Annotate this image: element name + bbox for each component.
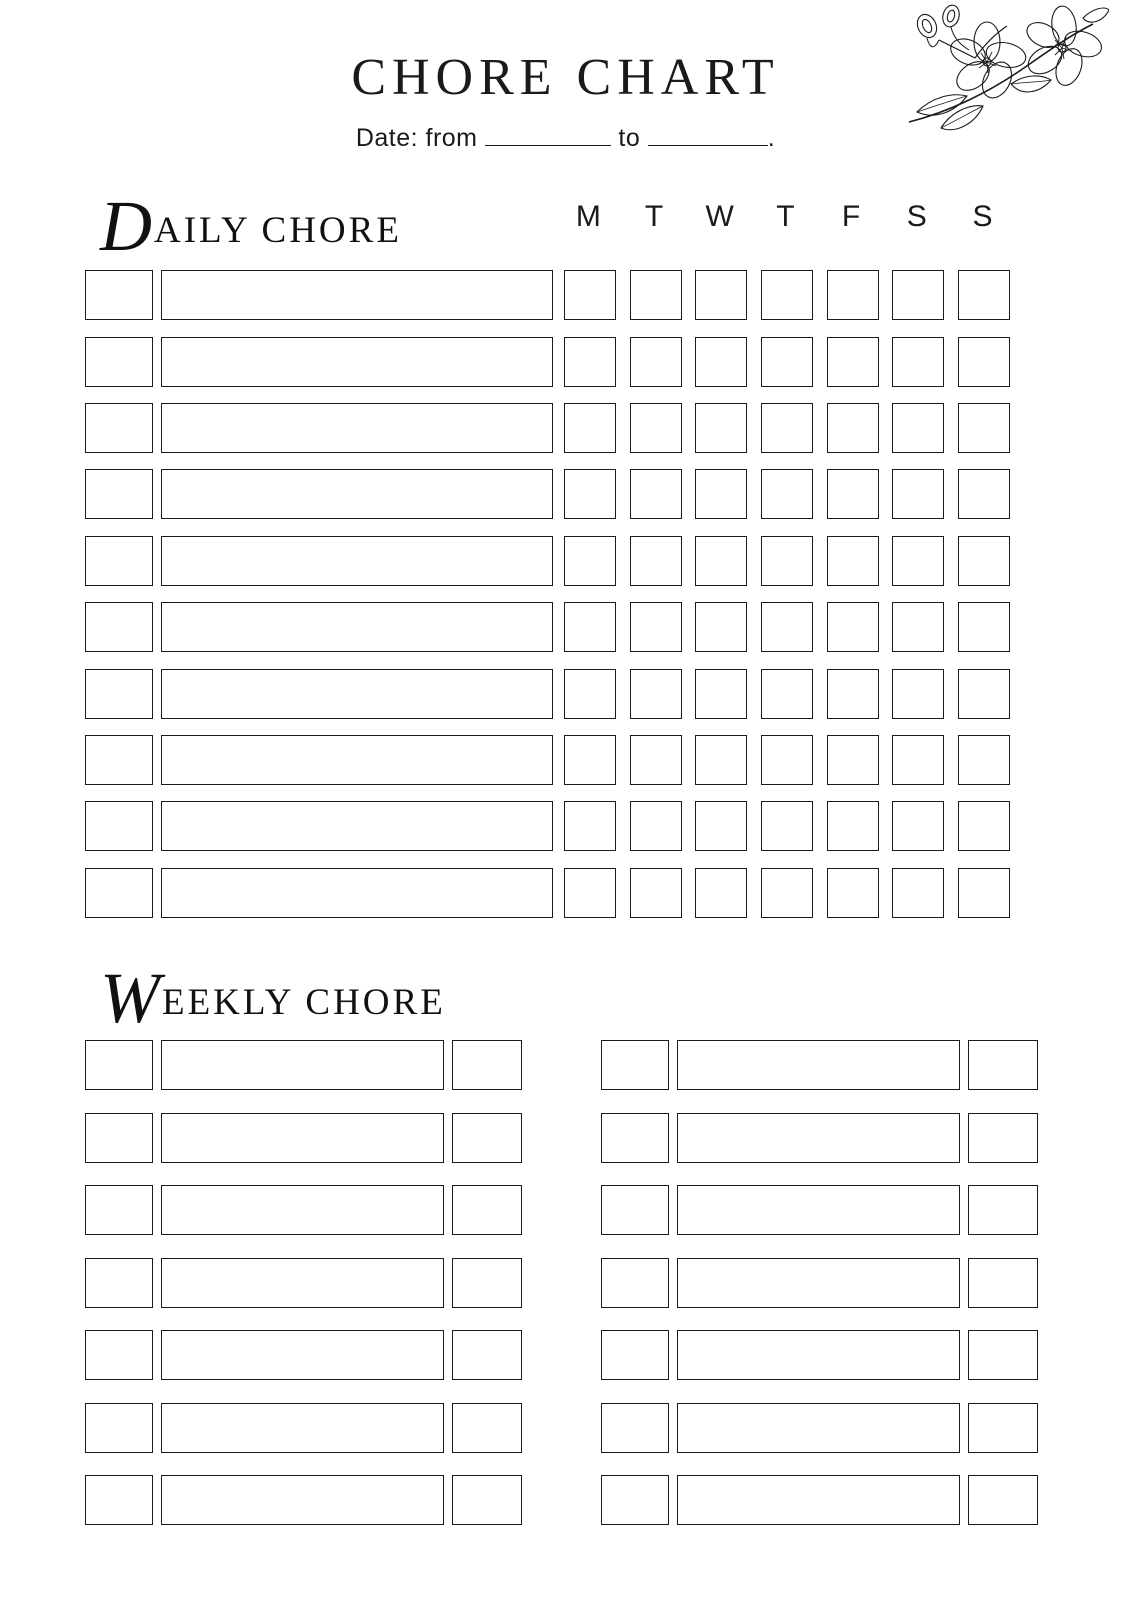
table-row	[601, 1392, 1047, 1465]
weekday-label-tue: T	[644, 200, 665, 233]
table-row	[85, 660, 1017, 726]
daily-task-input[interactable]	[161, 270, 553, 320]
daily-day-cell-wed[interactable]	[695, 536, 747, 586]
table-row	[85, 528, 1017, 594]
daily-day-cell-thu[interactable]	[761, 403, 813, 453]
daily-day-cell-sun[interactable]	[958, 337, 1010, 387]
daily-heading-text: AILY CHORE	[154, 210, 402, 251]
daily-day-cell-fri[interactable]	[827, 602, 879, 652]
daily-day-cell-fri[interactable]	[827, 669, 879, 719]
daily-day-cell-wed[interactable]	[695, 469, 747, 519]
weekly-check-box[interactable]	[601, 1258, 669, 1308]
daily-day-cell-mon[interactable]	[564, 868, 616, 918]
table-row	[85, 262, 1017, 328]
weekly-heading-dropcap: W	[100, 958, 160, 1038]
weekly-done-box[interactable]	[452, 1403, 522, 1453]
weekday-label-sat: S	[906, 200, 928, 233]
table-row	[85, 1102, 531, 1175]
daily-day-cell-wed[interactable]	[695, 868, 747, 918]
page-title: CHORE CHART	[351, 49, 780, 106]
daily-check-box[interactable]	[85, 469, 153, 519]
daily-day-cell-sun[interactable]	[958, 801, 1010, 851]
weekly-check-box[interactable]	[85, 1258, 153, 1308]
weekly-task-input[interactable]	[677, 1113, 960, 1163]
daily-day-cell-fri[interactable]	[827, 868, 879, 918]
weekday-label-thu: T	[776, 200, 796, 233]
daily-day-cell-fri[interactable]	[827, 735, 879, 785]
daily-task-input[interactable]	[161, 602, 553, 652]
daily-day-cell-thu[interactable]	[761, 536, 813, 586]
daily-task-input[interactable]	[161, 735, 553, 785]
weekly-check-box[interactable]	[601, 1403, 669, 1453]
daily-check-box[interactable]	[85, 403, 153, 453]
daily-day-cell-thu[interactable]	[761, 801, 813, 851]
daily-chore-heading	[100, 186, 402, 266]
daily-day-cell-tue[interactable]	[630, 270, 682, 320]
weekly-done-box[interactable]	[968, 1185, 1038, 1235]
weekly-check-box[interactable]	[601, 1040, 669, 1090]
weekly-done-box[interactable]	[968, 1330, 1038, 1380]
daily-day-cell-thu[interactable]	[761, 469, 813, 519]
table-row	[85, 793, 1017, 859]
daily-day-cell-wed[interactable]	[695, 735, 747, 785]
table-row	[85, 860, 1017, 926]
weekly-column-right	[601, 1029, 1047, 1537]
date-trailing-period: .	[767, 124, 776, 152]
weekly-chore-heading	[100, 958, 446, 1038]
daily-day-cell-sun[interactable]	[958, 403, 1010, 453]
table-row	[85, 1319, 531, 1392]
table-row	[85, 1392, 531, 1465]
daily-day-cell-tue[interactable]	[630, 469, 682, 519]
weekly-check-box[interactable]	[601, 1330, 669, 1380]
daily-task-input[interactable]	[161, 801, 553, 851]
weekly-check-box[interactable]	[85, 1113, 153, 1163]
daily-day-cell-mon[interactable]	[564, 801, 616, 851]
weekly-task-input[interactable]	[161, 1403, 444, 1453]
daily-day-cell-fri[interactable]	[827, 337, 879, 387]
daily-day-cell-fri[interactable]	[827, 801, 879, 851]
weekly-task-input[interactable]	[161, 1185, 444, 1235]
daily-day-cell-tue[interactable]	[630, 602, 682, 652]
weekly-check-box[interactable]	[85, 1475, 153, 1525]
daily-day-cell-mon[interactable]	[564, 669, 616, 719]
daily-day-cell-tue[interactable]	[630, 735, 682, 785]
weekly-check-box[interactable]	[601, 1113, 669, 1163]
daily-check-box[interactable]	[85, 270, 153, 320]
weekly-check-box[interactable]	[85, 1040, 153, 1090]
daily-day-cell-fri[interactable]	[827, 536, 879, 586]
daily-check-box[interactable]	[85, 801, 153, 851]
daily-day-cell-thu[interactable]	[761, 602, 813, 652]
daily-day-cell-sat[interactable]	[892, 868, 944, 918]
weekday-label-wed: W	[705, 200, 735, 233]
daily-day-cell-fri[interactable]	[827, 403, 879, 453]
daily-day-cell-mon[interactable]	[564, 602, 616, 652]
weekly-check-box[interactable]	[85, 1403, 153, 1453]
daily-day-cell-sun[interactable]	[958, 669, 1010, 719]
weekly-column-left	[85, 1029, 531, 1537]
table-row	[601, 1174, 1047, 1247]
daily-check-box[interactable]	[85, 536, 153, 586]
weekly-heading-text: EEKLY CHORE	[161, 982, 446, 1023]
weekly-check-box[interactable]	[601, 1185, 669, 1235]
table-row	[85, 1247, 531, 1320]
daily-check-box[interactable]	[85, 735, 153, 785]
daily-task-input[interactable]	[161, 403, 553, 453]
weekly-done-box[interactable]	[968, 1040, 1038, 1090]
daily-day-cell-mon[interactable]	[564, 403, 616, 453]
daily-check-box[interactable]	[85, 337, 153, 387]
table-row	[601, 1029, 1047, 1102]
weekday-label-mon: M	[575, 200, 602, 233]
daily-day-cell-mon[interactable]	[564, 337, 616, 387]
table-row	[85, 1029, 531, 1102]
daily-day-cell-sat[interactable]	[892, 536, 944, 586]
daily-day-cell-tue[interactable]	[630, 801, 682, 851]
date-from-label: Date: from	[355, 124, 478, 152]
daily-day-cell-tue[interactable]	[630, 337, 682, 387]
daily-day-cell-mon[interactable]	[564, 270, 616, 320]
weekly-check-box[interactable]	[601, 1475, 669, 1525]
daily-day-cell-fri[interactable]	[827, 270, 879, 320]
cherry-blossom-branch-icon	[879, 0, 1109, 150]
daily-day-cell-mon[interactable]	[564, 536, 616, 586]
weekly-done-box[interactable]	[452, 1330, 522, 1380]
daily-task-input[interactable]	[161, 337, 553, 387]
weekly-done-box[interactable]	[452, 1475, 522, 1525]
daily-day-cell-sun[interactable]	[958, 602, 1010, 652]
weekly-done-box[interactable]	[968, 1403, 1038, 1453]
daily-day-cell-sun[interactable]	[958, 868, 1010, 918]
weekly-task-input[interactable]	[677, 1185, 960, 1235]
daily-day-cell-wed[interactable]	[695, 602, 747, 652]
daily-day-cell-sat[interactable]	[892, 337, 944, 387]
table-row	[85, 1174, 531, 1247]
daily-day-cell-thu[interactable]	[761, 337, 813, 387]
weekly-done-box[interactable]	[452, 1113, 522, 1163]
daily-day-cell-thu[interactable]	[761, 270, 813, 320]
weekly-task-input[interactable]	[677, 1258, 960, 1308]
daily-day-cell-sat[interactable]	[892, 403, 944, 453]
table-row	[85, 461, 1017, 527]
daily-task-input[interactable]	[161, 669, 553, 719]
daily-day-cell-sun[interactable]	[958, 536, 1010, 586]
daily-day-cell-sun[interactable]	[958, 270, 1010, 320]
weekly-task-input[interactable]	[677, 1040, 960, 1090]
table-row	[85, 727, 1017, 793]
daily-day-cell-thu[interactable]	[761, 669, 813, 719]
daily-day-cell-tue[interactable]	[630, 536, 682, 586]
daily-check-box[interactable]	[85, 868, 153, 918]
daily-day-cell-sat[interactable]	[892, 270, 944, 320]
weekly-done-box[interactable]	[968, 1475, 1038, 1525]
daily-day-cell-sun[interactable]	[958, 735, 1010, 785]
table-row	[601, 1319, 1047, 1392]
date-to-label: to	[618, 124, 641, 152]
daily-day-cell-mon[interactable]	[564, 469, 616, 519]
daily-day-cell-fri[interactable]	[827, 469, 879, 519]
table-row	[85, 328, 1017, 394]
daily-day-cell-tue[interactable]	[630, 403, 682, 453]
weekly-done-box[interactable]	[452, 1040, 522, 1090]
weekly-done-box[interactable]	[968, 1113, 1038, 1163]
daily-day-cell-thu[interactable]	[761, 868, 813, 918]
table-row	[601, 1247, 1047, 1320]
daily-heading-dropcap: D	[100, 186, 152, 266]
weekly-task-input[interactable]	[677, 1475, 960, 1525]
daily-day-cell-wed[interactable]	[695, 403, 747, 453]
daily-day-cell-tue[interactable]	[630, 669, 682, 719]
date-from-input[interactable]	[485, 145, 611, 146]
weekly-done-box[interactable]	[452, 1185, 522, 1235]
date-to-input[interactable]	[648, 145, 768, 146]
weekly-task-input[interactable]	[161, 1040, 444, 1090]
daily-day-cell-mon[interactable]	[564, 735, 616, 785]
daily-day-cell-wed[interactable]	[695, 270, 747, 320]
daily-check-box[interactable]	[85, 669, 153, 719]
weekday-header	[556, 200, 1016, 234]
weekly-check-box[interactable]	[85, 1185, 153, 1235]
table-row	[601, 1102, 1047, 1175]
weekly-check-box[interactable]	[85, 1330, 153, 1380]
weekly-task-input[interactable]	[161, 1258, 444, 1308]
daily-chore-grid	[85, 262, 1017, 926]
weekday-label-fri: F	[841, 200, 862, 233]
weekly-task-input[interactable]	[677, 1330, 960, 1380]
daily-day-cell-wed[interactable]	[695, 669, 747, 719]
daily-day-cell-sat[interactable]	[892, 602, 944, 652]
table-row	[601, 1464, 1047, 1537]
table-row	[85, 594, 1017, 660]
daily-day-cell-thu[interactable]	[761, 735, 813, 785]
table-row	[85, 395, 1017, 461]
daily-day-cell-sat[interactable]	[892, 469, 944, 519]
daily-day-cell-tue[interactable]	[630, 868, 682, 918]
daily-day-cell-wed[interactable]	[695, 337, 747, 387]
daily-check-box[interactable]	[85, 602, 153, 652]
table-row	[85, 1464, 531, 1537]
weekly-done-box[interactable]	[968, 1258, 1038, 1308]
weekly-task-input[interactable]	[161, 1330, 444, 1380]
daily-task-input[interactable]	[161, 868, 553, 918]
daily-day-cell-sun[interactable]	[958, 469, 1010, 519]
daily-task-input[interactable]	[161, 536, 553, 586]
daily-day-cell-wed[interactable]	[695, 801, 747, 851]
daily-day-cell-sat[interactable]	[892, 801, 944, 851]
daily-task-input[interactable]	[161, 469, 553, 519]
weekly-task-input[interactable]	[161, 1475, 444, 1525]
weekly-task-input[interactable]	[161, 1113, 444, 1163]
weekly-task-input[interactable]	[677, 1403, 960, 1453]
daily-day-cell-sat[interactable]	[892, 735, 944, 785]
weekly-chore-grid	[85, 1029, 1047, 1537]
weekly-done-box[interactable]	[452, 1258, 522, 1308]
daily-day-cell-sat[interactable]	[892, 669, 944, 719]
weekday-label-sun: S	[972, 200, 994, 233]
